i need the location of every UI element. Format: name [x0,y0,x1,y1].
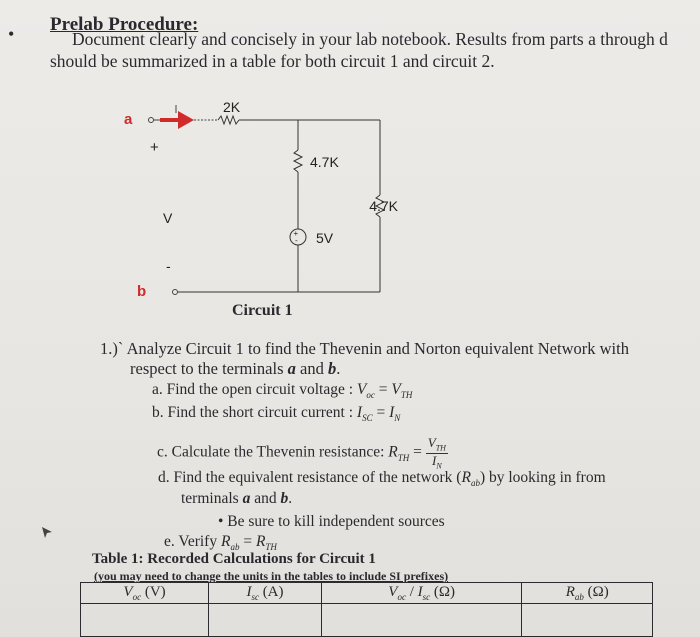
cell-ratio[interactable] [321,604,522,637]
table-header-row [81,583,653,604]
step-c: c. Calculate the Thevenin resistance: $R_{TH}$ = $\frac{V_{TH}}{I_N}$ [157,435,446,471]
question-line-1: 1.)` Analyze Circuit 1 to find the Thevenin and Norton equivalent Network with [100,339,629,358]
source-polarity-minus: - [295,236,298,245]
circuit-diagram [120,95,400,300]
list-bullet: • [8,24,15,44]
col-ratio-unit: (Ω) [433,584,456,600]
q-terminal-a: a [287,359,296,378]
step-b-text: b. Find the short circuit current : [152,404,357,421]
question-line-2 [130,359,340,379]
step-d2-mid: and [250,490,281,507]
step-d-text: d. Find the equivalent resistance of the network ( [158,469,462,486]
intro-line-2: should be summarized in a table for both circuit 1 and circuit 2. [50,51,495,71]
d2-terminal-a: a [242,490,251,507]
v-label: V [163,210,173,226]
terminal-b-label: b [137,283,147,300]
minus-label: - [166,258,171,274]
q-text-mid: and [295,359,328,378]
calculations-table [80,582,653,637]
q-text-end: . [336,359,341,378]
step-d-line-2 [181,490,292,508]
q-terminal-b: b [327,359,337,378]
step-d-bullet: • Be sure to kill independent sources [218,513,445,530]
resistor-2k [218,116,239,124]
table-row [81,604,653,637]
step-e: e. Verify $R_{ab} = R_{TH}$ [164,533,277,553]
plus-label: + [150,139,159,156]
circuit-caption: Circuit 1 [232,302,293,319]
cursor-arrow-icon [40,526,54,540]
terminal-b-node [173,290,178,295]
col-ratio: $V_{oc} / I_{sc}$ (Ω) [321,583,522,604]
col-voc-unit: (V) [144,584,166,600]
step-d2-end: . [288,490,293,507]
col-rab: $R_{ab}$ (Ω) [522,583,653,604]
terminal-a-node [149,118,154,123]
page-title: Prelab Procedure: [50,14,199,35]
source-polarity: + [293,229,299,238]
col-isc-unit: (A) [262,584,284,600]
step-e-text: e. Verify [164,533,221,550]
cell-rab[interactable] [522,604,653,637]
step-c-text: c. Calculate the Thevenin resistance: [157,443,389,461]
col-isc: $I_{sc}$ (A) [209,583,322,604]
fraction: $\frac{V_{TH}}{I_N}$ [427,435,446,471]
col-voc: $V_{oc}$ (V) [81,583,209,604]
step-d-text-end: ) by looking in from [479,469,606,486]
resistor-middle [294,150,302,172]
col-rab-unit: (Ω) [587,584,609,600]
resistor-right-label: 4.7K [369,198,398,214]
cell-isc[interactable] [209,604,322,637]
resistor-2k-label: 2K [223,99,241,115]
intro-line-1: Document clearly and concisely in your lab notebook. Results from parts a through d [72,29,668,49]
step-d2-text: terminals [181,490,243,507]
terminal-a-label: a [124,111,133,128]
red-arrow-head [178,111,194,129]
source-label: 5V [316,230,334,246]
step-a-text: a. Find the open circuit voltage : [152,381,357,398]
step-d-line-1: d. Find the equivalent resistance of the network $(R_{ab})$ by looking in from [158,469,606,489]
step-a: a. Find the open circuit voltage : $V_{oc} = V_{TH}$ [152,381,413,401]
d2-terminal-b: b [280,490,289,507]
cell-voc[interactable] [81,604,209,637]
table-note: (you may need to change the units in the tables to include SI prefixes) [94,569,449,583]
q-text: respect to the terminals [130,359,288,378]
resistor-middle-label: 4.7K [310,154,339,170]
table-caption: Table 1: Recorded Calculations for Circuit 1 [92,551,376,567]
step-b: b. Find the short circuit current : $I_{SC} = I_N$ [152,404,401,424]
